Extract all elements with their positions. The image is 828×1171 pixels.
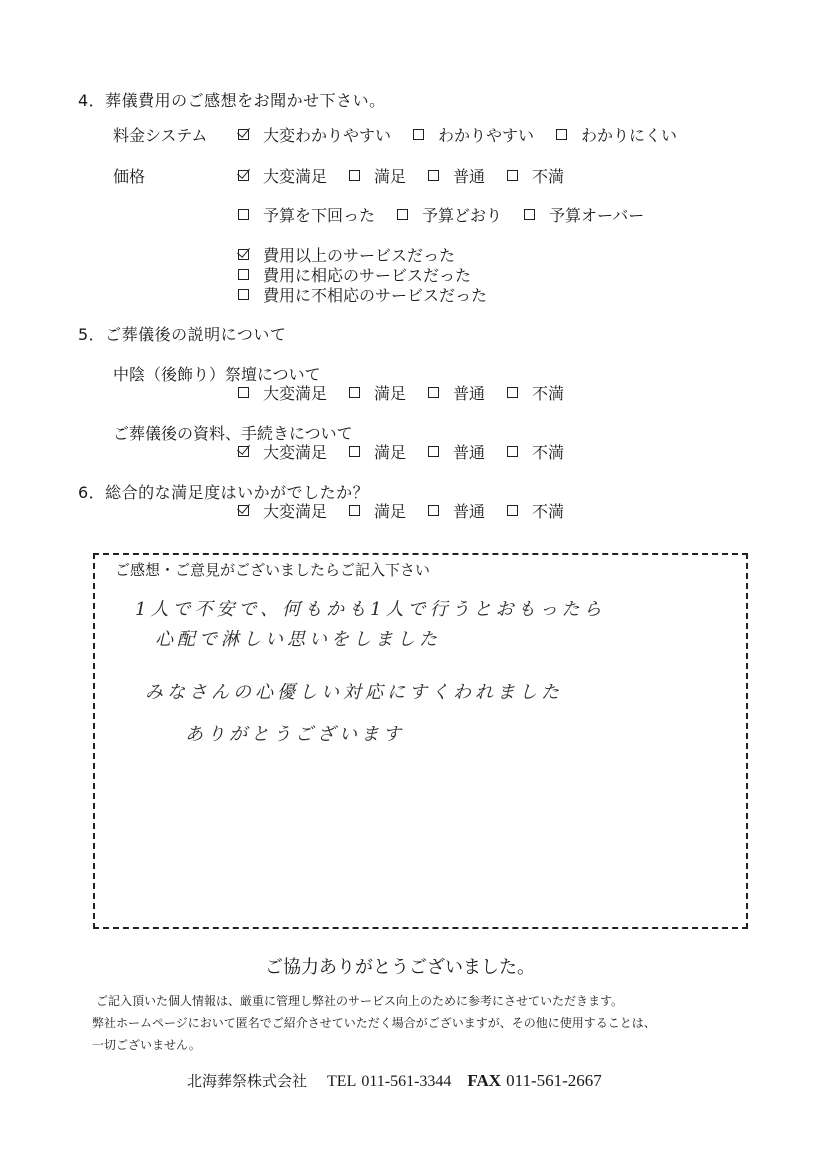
checkbox-icon[interactable]: [397, 209, 408, 220]
company-name: 北海葬祭株式会社: [187, 1072, 308, 1090]
handwritten-line-1: 1人で不安で、何もかも1人で行うとおもったら: [135, 599, 606, 620]
documents-label: ご葬儀後の資料、手続きについて: [113, 424, 353, 443]
option-very-satisfied[interactable]: 大変満足: [238, 381, 349, 404]
option-dissatisfied[interactable]: 不満: [507, 164, 586, 187]
option-very-clear[interactable]: 大変わかりやすい: [238, 123, 413, 146]
fax-number: 011-561-2667: [506, 1071, 602, 1090]
option-very-satisfied[interactable]: 大変満足: [238, 440, 349, 463]
checkbox-icon[interactable]: [413, 129, 424, 140]
value-option-above[interactable]: 費用以上のサービスだった: [238, 243, 455, 266]
fee-system-label: 料金システム: [113, 126, 208, 145]
budget-options: [238, 203, 666, 226]
checkbox-icon[interactable]: [428, 170, 439, 181]
q5-title: 5．ご葬儀後の説明について: [78, 325, 287, 344]
handwritten-line-4: ありがとうございます: [185, 724, 405, 745]
option-average[interactable]: 普通: [428, 440, 507, 463]
option-unclear[interactable]: わかりにくい: [556, 123, 699, 146]
checkbox-icon[interactable]: [238, 269, 249, 280]
checkbox-icon[interactable]: [507, 446, 518, 457]
option-very-satisfied[interactable]: 大変満足: [238, 499, 349, 522]
checkbox-icon[interactable]: [524, 209, 535, 220]
option-satisfied[interactable]: 満足: [349, 164, 428, 187]
option-dissatisfied[interactable]: 不満: [507, 381, 586, 404]
option-dissatisfied[interactable]: 不満: [507, 499, 586, 522]
option-very-satisfied[interactable]: 大変満足: [238, 164, 349, 187]
checkbox-icon[interactable]: [349, 170, 360, 181]
company-contact: [187, 1070, 602, 1091]
checkbox-icon[interactable]: [428, 446, 439, 457]
value-option-fair[interactable]: 費用に相応のサービスだった: [238, 263, 471, 286]
option-on-budget[interactable]: 予算どおり: [397, 203, 524, 226]
price-label: 価格: [113, 167, 146, 186]
checkbox-checked-icon[interactable]: [238, 129, 249, 140]
option-over-budget[interactable]: 予算オーバー: [524, 203, 666, 226]
thanks-message: ご協力ありがとうございました。: [265, 957, 535, 978]
checkbox-icon[interactable]: [238, 209, 249, 220]
checkbox-icon[interactable]: [349, 505, 360, 516]
option-average[interactable]: 普通: [428, 499, 507, 522]
q6-title: 6．総合的な満足度はいかがでしたか？: [78, 483, 370, 502]
comment-box[interactable]: [93, 553, 748, 929]
fax-label: FAX: [467, 1071, 502, 1090]
checkbox-icon[interactable]: [507, 387, 518, 398]
altar-options: [238, 381, 586, 404]
privacy-notice-line-1: ご記入頂いた個人情報は、厳重に管理し弊社のサービス向上のために参考にさせていただきます。: [96, 994, 624, 1008]
tel-label: TEL: [327, 1073, 357, 1090]
checkbox-checked-icon[interactable]: [238, 249, 249, 260]
checkbox-checked-icon[interactable]: [238, 446, 249, 457]
option-average[interactable]: 普通: [428, 164, 507, 187]
privacy-notice-line-3: 一切ございません。: [92, 1038, 201, 1052]
handwritten-line-3: みなさんの心優しい対応にすくわれました: [145, 682, 563, 703]
checkbox-checked-icon[interactable]: [238, 170, 249, 181]
privacy-notice-line-2: 弊社ホームページにおいて匿名でご紹介させていただく場合がございますが、その他に使用することは、: [92, 1016, 656, 1030]
checkbox-checked-icon[interactable]: [238, 505, 249, 516]
handwritten-line-2: 心配で淋しい思いをしました: [155, 629, 441, 650]
option-satisfied[interactable]: 満足: [349, 499, 428, 522]
overall-options: [238, 499, 586, 522]
checkbox-icon[interactable]: [428, 387, 439, 398]
checkbox-icon[interactable]: [238, 387, 249, 398]
documents-options: [238, 440, 586, 463]
option-satisfied[interactable]: 満足: [349, 381, 428, 404]
checkbox-icon[interactable]: [507, 505, 518, 516]
checkbox-icon[interactable]: [349, 387, 360, 398]
checkbox-icon[interactable]: [238, 289, 249, 300]
altar-label: 中陰（後飾り）祭壇について: [113, 365, 321, 384]
tel-number: 011-561-3344: [361, 1073, 452, 1090]
option-satisfied[interactable]: 満足: [349, 440, 428, 463]
value-option-below[interactable]: 費用に不相応のサービスだった: [238, 283, 487, 306]
comment-label: ご感想・ご意見がございましたらご記入下さい: [115, 561, 431, 579]
checkbox-icon[interactable]: [556, 129, 567, 140]
option-under-budget[interactable]: 予算を下回った: [238, 203, 397, 226]
checkbox-icon[interactable]: [507, 170, 518, 181]
q4-title: 4．葬儀費用のご感想をお聞かせ下さい。: [78, 91, 386, 110]
fee-system-options: [238, 123, 699, 146]
option-clear[interactable]: わかりやすい: [413, 123, 556, 146]
option-average[interactable]: 普通: [428, 381, 507, 404]
option-dissatisfied[interactable]: 不満: [507, 440, 586, 463]
price-options: [238, 164, 586, 187]
checkbox-icon[interactable]: [428, 505, 439, 516]
checkbox-icon[interactable]: [349, 446, 360, 457]
